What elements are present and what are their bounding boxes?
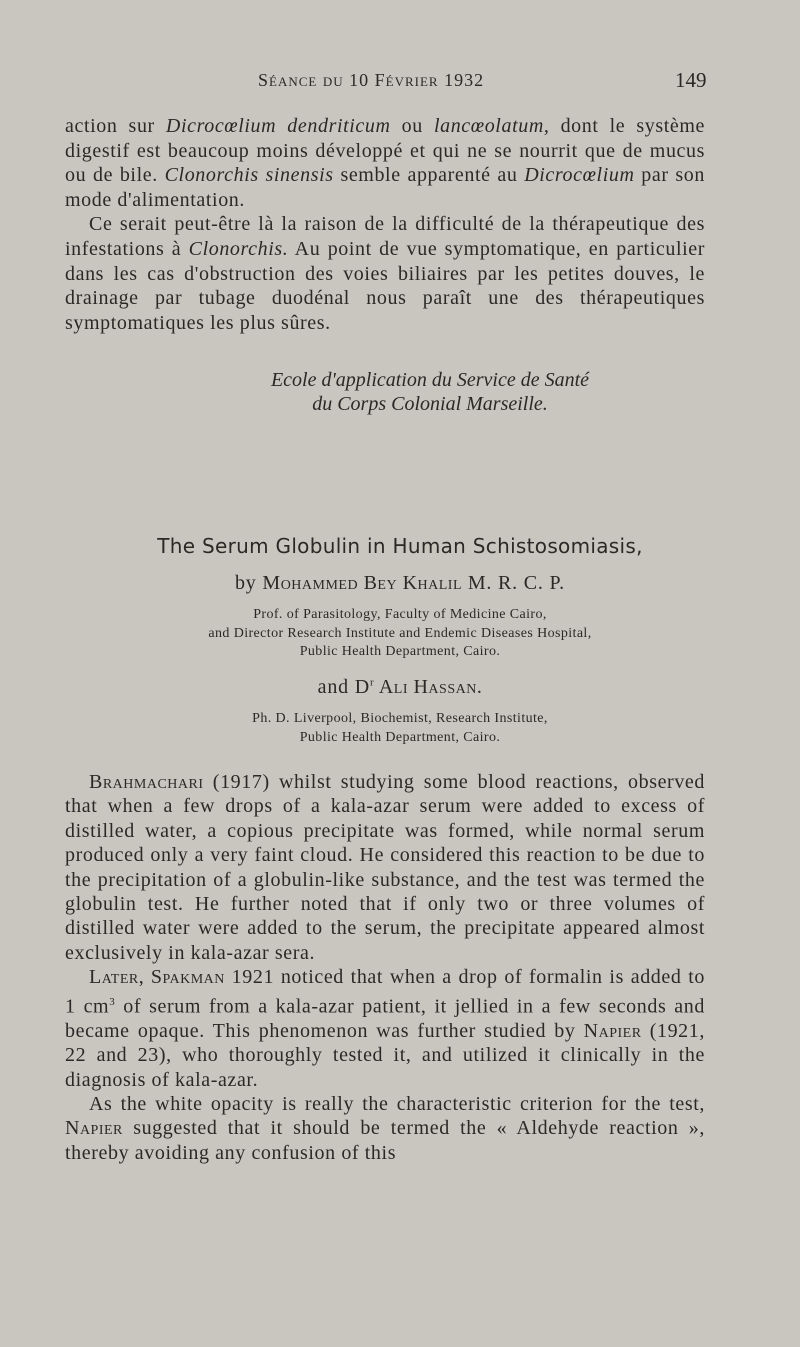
byline-author-2 — [0, 676, 800, 699]
affiliation-line: Public Health Department, Cairo. — [299, 644, 501, 659]
article-body — [65, 770, 705, 1165]
running-head: Séance du 10 Février 1932 — [258, 70, 485, 90]
affiliation-line: Ph. D. Liverpool, Biochemist, Research Institute, — [252, 711, 548, 726]
page-number: 149 — [675, 68, 707, 92]
byline-superscript: r — [369, 676, 375, 689]
author-1-affiliation — [0, 606, 800, 662]
body-paragraph-3: As the white opacity is really the characteristic criterion for the test, Napier suggested that it should be termed the « Aldehyde reaction », thereby avoiding any confusion of this — [65, 1092, 705, 1164]
byline-author-1: by Mohammed Bey Khalil M. R. C. P. — [235, 572, 565, 594]
french-paragraph-1: action sur Dicrocœlium dendriticum ou lancœolatum, dont le système digestif est beaucoup moins développé et qui ne se nourrit que de mucus ou de bile. Clonorchis sinensis semble apparenté au Dicrocœlium par son mode d'alimentation. — [65, 115, 705, 211]
body-paragraph-1: Brahmachari (1917) whilst studying some blood reactions, observed that when a few drops of a kala-azar serum were added to excess of distilled water, a copious precipitate was formed, while normal serum produced only a very faint cloud. He considered this reaction to be due to the precipitation of a globulin-like substance, and the test was termed the globulin test. He further noted that if only two or three volumes of distilled water were added to the serum, the precipitate appeared almost exclusively in kala-azar sera. — [65, 771, 705, 964]
article-title: The Serum Globulin in Human Schistosomiasis, — [157, 534, 643, 558]
affiliation-line: Prof. of Parasitology, Faculty of Medicine Cairo, — [253, 607, 547, 622]
french-text — [65, 114, 705, 335]
author-2-name: Ali Hassan. — [374, 676, 483, 698]
french-affiliation-line-2: du Corps Colonial Marseille. — [312, 393, 548, 415]
byline-prefix: and D — [317, 676, 370, 698]
affiliation-line: Public Health Department, Cairo. — [299, 729, 501, 745]
author-2-affiliation — [0, 710, 800, 747]
french-affiliation-line-1: Ecole d'application du Service de Santé — [270, 369, 590, 391]
body-paragraph-2: Later, Spakman 1921 noticed that when a drop of formalin is added to 1 $cm^3$ of serum from a kala-azar patient, it jellied in a few seconds and became opaque. This phenomenon was further studied by Napier (1921, 22 and 23), who thoroughly tested it, and utilized it clinically in the diagnosis of kala-azar. — [65, 966, 706, 1091]
page-header — [0, 70, 800, 96]
french-paragraph-2: Ce serait peut-être là la raison de la difficulté de la thérapeutique des infestations à Clonorchis. Au point de vue symptomatique, en particulier dans les cas d'obstruction des voies biliaires par les petites douves, le drainage par tubage duodénal nous paraît une des thérapeutiques symptomatiques les plus sûres. — [65, 213, 705, 334]
affiliation-line: and Director Research Institute and Endemic Diseases Hospital, — [208, 625, 592, 641]
